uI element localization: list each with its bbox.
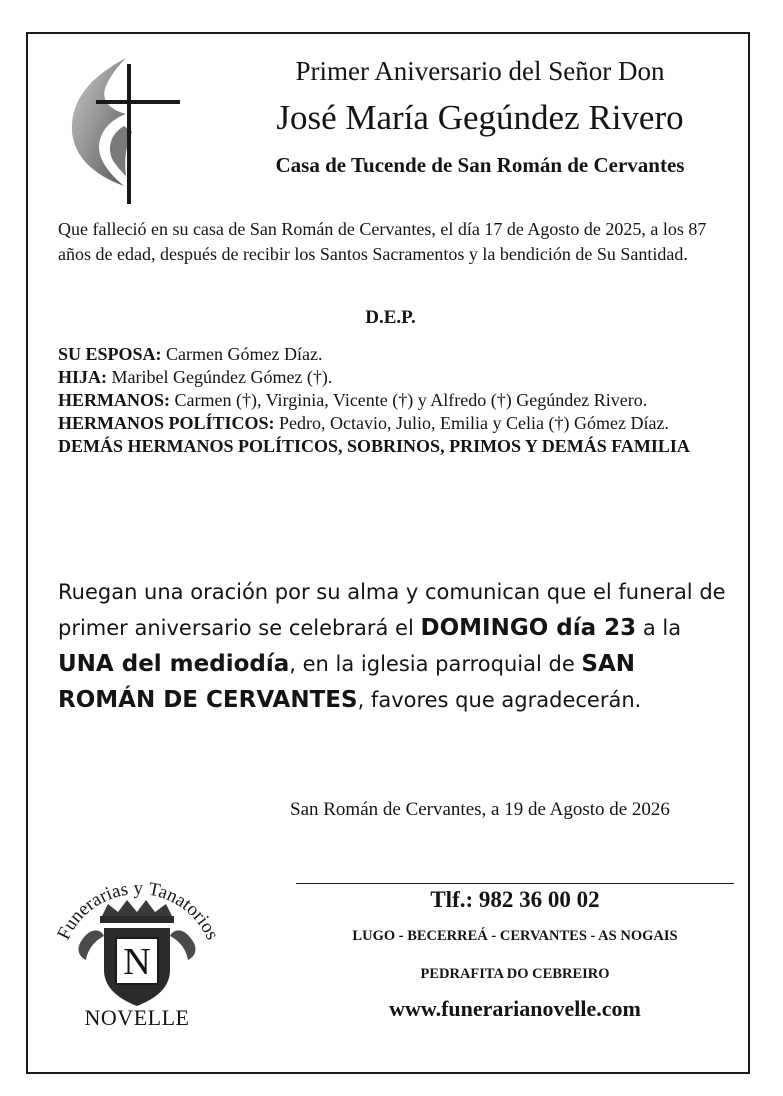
funeral-text: Ruegan una oración por su alma y comunican que el funeral de primer aniversario se celebrará el bbox=[58, 580, 726, 640]
dep-heading: D.E.P. bbox=[365, 307, 416, 328]
family-names: Pedro, Octavio, Julio, Emilia y Celia (†) Gómez Díaz. bbox=[274, 413, 669, 433]
logo-brand-name: NOVELLE bbox=[84, 1005, 190, 1030]
funeral-day: DOMINGO día 23 bbox=[420, 615, 637, 641]
footer-divider bbox=[296, 883, 734, 884]
family-names: Maribel Gegúndez Gómez (†). bbox=[107, 367, 333, 387]
locations-line: LUGO - BECERREÁ - CERVANTES - AS NOGAIS bbox=[352, 928, 678, 944]
funeral-text: a la bbox=[636, 616, 682, 640]
family-list bbox=[58, 343, 748, 458]
locations-line-2: PEDRAFITA DO CEBREIRO bbox=[420, 966, 610, 982]
header-title: Primer Aniversario del Señor Don bbox=[295, 56, 665, 86]
family-item-spouse bbox=[58, 343, 748, 366]
funeral-time: UNA del mediodía bbox=[58, 651, 290, 677]
family-label: SU ESPOSA: bbox=[58, 344, 162, 364]
logo-initial: N bbox=[123, 941, 151, 983]
family-names: Carmen (†), Virginia, Vicente (†) y Alfredo (†) Gegúndez Rivero. bbox=[170, 390, 648, 410]
family-label: DEMÁS HERMANOS POLÍTICOS, SOBRINOS, PRIMOS Y DEMÁS FAMILIA bbox=[58, 436, 690, 456]
funeral-text: , favores que agradecerán. bbox=[357, 688, 642, 712]
family-item-others bbox=[58, 435, 748, 458]
website-link[interactable]: www.funerarianovelle.com bbox=[389, 996, 641, 1021]
house-name: Casa de Tucende de San Román de Cervantes bbox=[275, 153, 685, 177]
family-label: HERMANOS: bbox=[58, 390, 170, 410]
funeral-announcement bbox=[58, 574, 738, 718]
family-item-siblings bbox=[58, 389, 748, 412]
family-label: HIJA: bbox=[58, 367, 107, 387]
family-item-in-laws bbox=[58, 412, 748, 435]
intro-paragraph: Que falleció en su casa de San Román de Cervantes, el día 17 de Agosto de 2025, a los 87 años de edad, después de recibir los Santos Sacramentos y la bendición de Su Santidad. bbox=[58, 219, 707, 264]
logo-arc-text: Funerarias y Tanatorios bbox=[53, 878, 223, 944]
funeral-place: SAN ROMÁN DE CERVANTES bbox=[58, 651, 636, 713]
family-label: HERMANOS POLÍTICOS: bbox=[58, 413, 275, 433]
cross-flame-icon bbox=[66, 56, 184, 206]
family-names: Carmen Gómez Díaz. bbox=[161, 344, 323, 364]
phone-number: Tlf.: 982 36 00 02 bbox=[430, 887, 600, 912]
family-item-daughter bbox=[58, 366, 748, 389]
funeral-text: , en la iglesia parroquial de bbox=[289, 652, 582, 676]
deceased-name: José María Gegúndez Rivero bbox=[276, 98, 684, 137]
place-date: San Román de Cervantes, a 19 de Agosto de 2026 bbox=[290, 799, 670, 820]
